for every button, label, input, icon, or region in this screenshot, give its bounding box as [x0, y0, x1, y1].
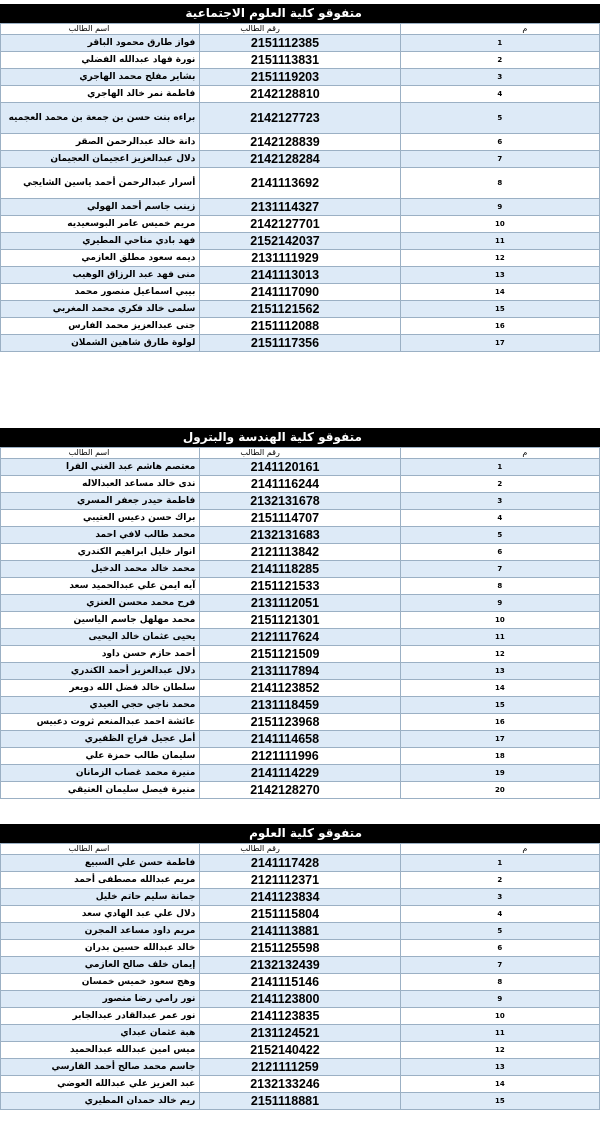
row-number: 3	[400, 69, 599, 86]
students-table	[0, 23, 600, 352]
student-name: ندى خالد مساعد العبدالاله	[1, 476, 200, 493]
table-row	[1, 629, 600, 646]
student-id: 2121117624	[200, 629, 400, 646]
student-id: 2141123800	[200, 991, 400, 1008]
student-name: سلمى خالد فكري محمد المغربي	[1, 301, 200, 318]
student-name: محمد ناجي حجي العيدي	[1, 697, 200, 714]
row-number-header: م	[400, 448, 599, 459]
student-name: سلطان خالد فضل الله دويعر	[1, 680, 200, 697]
social-sciences-section	[0, 4, 600, 352]
student-name: فاطمة حسن علي السبيع	[1, 855, 200, 872]
row-number: 2	[400, 872, 599, 889]
table-row	[1, 35, 600, 52]
student-id: 2141113013	[200, 267, 400, 284]
student-id: 2152140422	[200, 1042, 400, 1059]
student-name: فهد بادي مناحي المطيري	[1, 233, 200, 250]
table-row	[1, 940, 600, 957]
student-name: ميس امين عبدالله عبدالحميد	[1, 1042, 200, 1059]
student-name-header: اسم الطالب	[1, 448, 200, 459]
row-number: 11	[400, 629, 599, 646]
student-id: 2142128810	[200, 86, 400, 103]
student-name: فاطمة نمر خالد الهاجري	[1, 86, 200, 103]
student-id: 2141123835	[200, 1008, 400, 1025]
student-id: 2141113881	[200, 923, 400, 940]
student-name: نور عمر عبدالقادر عبدالجابر	[1, 1008, 200, 1025]
table-row	[1, 216, 600, 233]
student-id: 2151125598	[200, 940, 400, 957]
student-name: انوار خليل ابراهيم الكندري	[1, 544, 200, 561]
student-id: 2141113692	[200, 168, 400, 199]
student-name: منيرة محمد غصاب الزمانان	[1, 765, 200, 782]
student-id: 2131118459	[200, 697, 400, 714]
row-number: 9	[400, 991, 599, 1008]
student-id: 2151112088	[200, 318, 400, 335]
row-number: 17	[400, 335, 599, 352]
student-name: بيبي اسماعيل منصور محمد	[1, 284, 200, 301]
row-number: 11	[400, 1025, 599, 1042]
student-id: 2151121562	[200, 301, 400, 318]
student-name: أسرار عبدالرحمن أحمد ياسين الشايجي	[1, 168, 200, 199]
table-row	[1, 872, 600, 889]
student-id: 2121112371	[200, 872, 400, 889]
student-name: دلال عبدالعزيز أحمد الكندري	[1, 663, 200, 680]
student-name: براءه بنت حسن بن جمعة بن محمد العجميه	[1, 103, 200, 134]
student-name: جنى عبدالعزيز محمد الفارس	[1, 318, 200, 335]
table-row	[1, 1076, 600, 1093]
student-id: 2142127701	[200, 216, 400, 233]
row-number-header: م	[400, 24, 599, 35]
student-name: محمد طالب لافي احمد	[1, 527, 200, 544]
table-row	[1, 168, 600, 199]
student-name: زينب جاسم أحمد الهولي	[1, 199, 200, 216]
student-id: 2141120161	[200, 459, 400, 476]
section-title: متفوقو كلية العلوم	[0, 824, 600, 843]
row-number: 6	[400, 544, 599, 561]
student-name: فرح محمد محسن العنزي	[1, 595, 200, 612]
table-row	[1, 748, 600, 765]
row-number: 4	[400, 510, 599, 527]
student-name: لولوة طارق شاهين الشملان	[1, 335, 200, 352]
table-row	[1, 459, 600, 476]
row-number: 1	[400, 855, 599, 872]
student-id: 2121111259	[200, 1059, 400, 1076]
table-row	[1, 250, 600, 267]
table-row	[1, 697, 600, 714]
student-id: 2132131683	[200, 527, 400, 544]
student-id: 2151121301	[200, 612, 400, 629]
table-row	[1, 476, 600, 493]
row-number: 11	[400, 233, 599, 250]
student-id: 2131124521	[200, 1025, 400, 1042]
students-table	[0, 447, 600, 799]
row-number: 12	[400, 1042, 599, 1059]
row-number: 1	[400, 459, 599, 476]
student-name: إيمان خلف صالح العازمي	[1, 957, 200, 974]
student-id: 2131117894	[200, 663, 400, 680]
student-name: وهج سعود خميس خمسان	[1, 974, 200, 991]
row-number: 10	[400, 612, 599, 629]
row-number: 14	[400, 1076, 599, 1093]
student-id: 2141117428	[200, 855, 400, 872]
row-number: 15	[400, 1093, 599, 1110]
student-id: 2121113842	[200, 544, 400, 561]
student-id: 2121111996	[200, 748, 400, 765]
student-id: 2131114327	[200, 199, 400, 216]
table-row	[1, 86, 600, 103]
table-row	[1, 906, 600, 923]
student-name: ريم خالد حمدان المطيري	[1, 1093, 200, 1110]
student-name: منى فهد عبد الرزاق الوهيب	[1, 267, 200, 284]
row-number: 18	[400, 748, 599, 765]
table-row	[1, 731, 600, 748]
table-row	[1, 957, 600, 974]
student-name: أحمد حازم حسن داود	[1, 646, 200, 663]
table-row	[1, 199, 600, 216]
table-row	[1, 889, 600, 906]
row-number: 14	[400, 680, 599, 697]
table-row	[1, 69, 600, 86]
row-number: 8	[400, 168, 599, 199]
table-row	[1, 318, 600, 335]
row-number: 9	[400, 595, 599, 612]
student-name-header: اسم الطالب	[1, 844, 200, 855]
table-row	[1, 974, 600, 991]
table-row	[1, 561, 600, 578]
table-row	[1, 612, 600, 629]
table-row	[1, 1093, 600, 1110]
table-row	[1, 151, 600, 168]
table-row	[1, 663, 600, 680]
student-id: 2141123852	[200, 680, 400, 697]
table-row	[1, 923, 600, 940]
row-number: 15	[400, 301, 599, 318]
row-number: 17	[400, 731, 599, 748]
row-number: 1	[400, 35, 599, 52]
student-id: 2151121509	[200, 646, 400, 663]
student-name: نورة فهاد عبدالله الفضلي	[1, 52, 200, 69]
row-number: 4	[400, 86, 599, 103]
row-number: 16	[400, 714, 599, 731]
student-name: مريم داود مساعد المجرن	[1, 923, 200, 940]
table-row	[1, 578, 600, 595]
student-id: 2151117356	[200, 335, 400, 352]
student-name: جاسم محمد صالح أحمد الفارسي	[1, 1059, 200, 1076]
student-name: مريم خميس عامر البوسعيديه	[1, 216, 200, 233]
row-number: 13	[400, 1059, 599, 1076]
student-id: 2142128284	[200, 151, 400, 168]
header-row	[1, 844, 600, 855]
table-row	[1, 301, 600, 318]
student-id: 2151123968	[200, 714, 400, 731]
student-name: دلال عبدالعزيز اعجيمان العجيمان	[1, 151, 200, 168]
row-number-header: م	[400, 844, 599, 855]
row-number: 13	[400, 663, 599, 680]
table-row	[1, 595, 600, 612]
student-name: جمانة سليم حاتم خليل	[1, 889, 200, 906]
row-number: 5	[400, 527, 599, 544]
table-row	[1, 855, 600, 872]
student-name: محمد خالد محمد الدخيل	[1, 561, 200, 578]
table-row	[1, 782, 600, 799]
table-row	[1, 991, 600, 1008]
table-row	[1, 493, 600, 510]
student-id: 2132133246	[200, 1076, 400, 1093]
table-row	[1, 335, 600, 352]
table-row	[1, 510, 600, 527]
student-id: 2152142037	[200, 233, 400, 250]
table-row	[1, 1042, 600, 1059]
student-name: دلال علي عبد الهادي سعد	[1, 906, 200, 923]
student-id: 2151113831	[200, 52, 400, 69]
student-name: هبة عثمان عبداي	[1, 1025, 200, 1042]
student-name: خالد عبدالله حسين بدران	[1, 940, 200, 957]
student-name: أمل عجيل فراج الظفيري	[1, 731, 200, 748]
row-number: 10	[400, 1008, 599, 1025]
table-row	[1, 1059, 600, 1076]
row-number: 6	[400, 134, 599, 151]
student-id-header: رقم الطالب	[200, 24, 400, 35]
row-number: 16	[400, 318, 599, 335]
table-row	[1, 134, 600, 151]
science-section	[0, 824, 600, 1110]
student-id: 2141114658	[200, 731, 400, 748]
table-row	[1, 103, 600, 134]
table-row	[1, 52, 600, 69]
row-number: 7	[400, 561, 599, 578]
header-row	[1, 448, 600, 459]
row-number: 10	[400, 216, 599, 233]
row-number: 7	[400, 957, 599, 974]
student-id: 2141114229	[200, 765, 400, 782]
student-id-header: رقم الطالب	[200, 448, 400, 459]
students-table	[0, 843, 600, 1110]
student-id: 2151114707	[200, 510, 400, 527]
student-name: براك حسن دعيس العتيبي	[1, 510, 200, 527]
student-id: 2151115804	[200, 906, 400, 923]
row-number: 5	[400, 103, 599, 134]
student-name: معتصم هاشم عبد الغني الفرا	[1, 459, 200, 476]
student-name: يحيى عثمان خالد اليحيى	[1, 629, 200, 646]
table-row	[1, 680, 600, 697]
table-row	[1, 527, 600, 544]
student-id: 2151112385	[200, 35, 400, 52]
student-id: 2142128270	[200, 782, 400, 799]
student-id: 2142128839	[200, 134, 400, 151]
student-id: 2142127723	[200, 103, 400, 134]
row-number: 20	[400, 782, 599, 799]
row-number: 6	[400, 940, 599, 957]
student-id: 2131111929	[200, 250, 400, 267]
table-row	[1, 267, 600, 284]
student-name: سليمان طالب حمزة علي	[1, 748, 200, 765]
row-number: 9	[400, 199, 599, 216]
row-number: 12	[400, 250, 599, 267]
student-name-header: اسم الطالب	[1, 24, 200, 35]
table-row	[1, 714, 600, 731]
student-name: بشاير مفلح محمد الهاجري	[1, 69, 200, 86]
table-row	[1, 1025, 600, 1042]
section-title: متفوقو كلية العلوم الاجتماعية	[0, 4, 600, 23]
student-name: فواز طارق محمود الباقر	[1, 35, 200, 52]
student-id: 2132131678	[200, 493, 400, 510]
student-id: 2151121533	[200, 578, 400, 595]
header-row	[1, 24, 600, 35]
row-number: 3	[400, 889, 599, 906]
student-id: 2132132439	[200, 957, 400, 974]
student-id: 2151119203	[200, 69, 400, 86]
student-name: عبد العزيز علي عبدالله العوضي	[1, 1076, 200, 1093]
row-number: 13	[400, 267, 599, 284]
student-name: دانة خالد عبدالرحمن الصقر	[1, 134, 200, 151]
table-row	[1, 233, 600, 250]
row-number: 7	[400, 151, 599, 168]
student-id: 2141115146	[200, 974, 400, 991]
table-row	[1, 765, 600, 782]
student-name: ديمه سعود مطلق العازمي	[1, 250, 200, 267]
student-name: مريم عبدالله مصطفى أحمد	[1, 872, 200, 889]
student-name: عائشة احمد عبدالمنعم ثروت دعبيس	[1, 714, 200, 731]
student-id: 2131112051	[200, 595, 400, 612]
student-id: 2141116244	[200, 476, 400, 493]
table-row	[1, 284, 600, 301]
student-name: آيه ايمن علي عبدالحميد سعد	[1, 578, 200, 595]
student-name: محمد مهلهل جاسم الياسين	[1, 612, 200, 629]
student-id-header: رقم الطالب	[200, 844, 400, 855]
row-number: 2	[400, 476, 599, 493]
row-number: 4	[400, 906, 599, 923]
student-id: 2141118285	[200, 561, 400, 578]
student-name: منيرة فيصل سليمان العتيقي	[1, 782, 200, 799]
engineering-section	[0, 428, 600, 799]
student-id: 2141123834	[200, 889, 400, 906]
student-id: 2141117090	[200, 284, 400, 301]
table-row	[1, 1008, 600, 1025]
student-name: فاطمة حيدر جعفر المسري	[1, 493, 200, 510]
row-number: 14	[400, 284, 599, 301]
row-number: 2	[400, 52, 599, 69]
student-name: نور رامي رضا منصور	[1, 991, 200, 1008]
section-title: متفوقو كلية الهندسة والبترول	[0, 428, 600, 447]
row-number: 3	[400, 493, 599, 510]
row-number: 19	[400, 765, 599, 782]
row-number: 12	[400, 646, 599, 663]
row-number: 8	[400, 974, 599, 991]
row-number: 15	[400, 697, 599, 714]
student-id: 2151118881	[200, 1093, 400, 1110]
table-row	[1, 646, 600, 663]
table-row	[1, 544, 600, 561]
row-number: 5	[400, 923, 599, 940]
row-number: 8	[400, 578, 599, 595]
